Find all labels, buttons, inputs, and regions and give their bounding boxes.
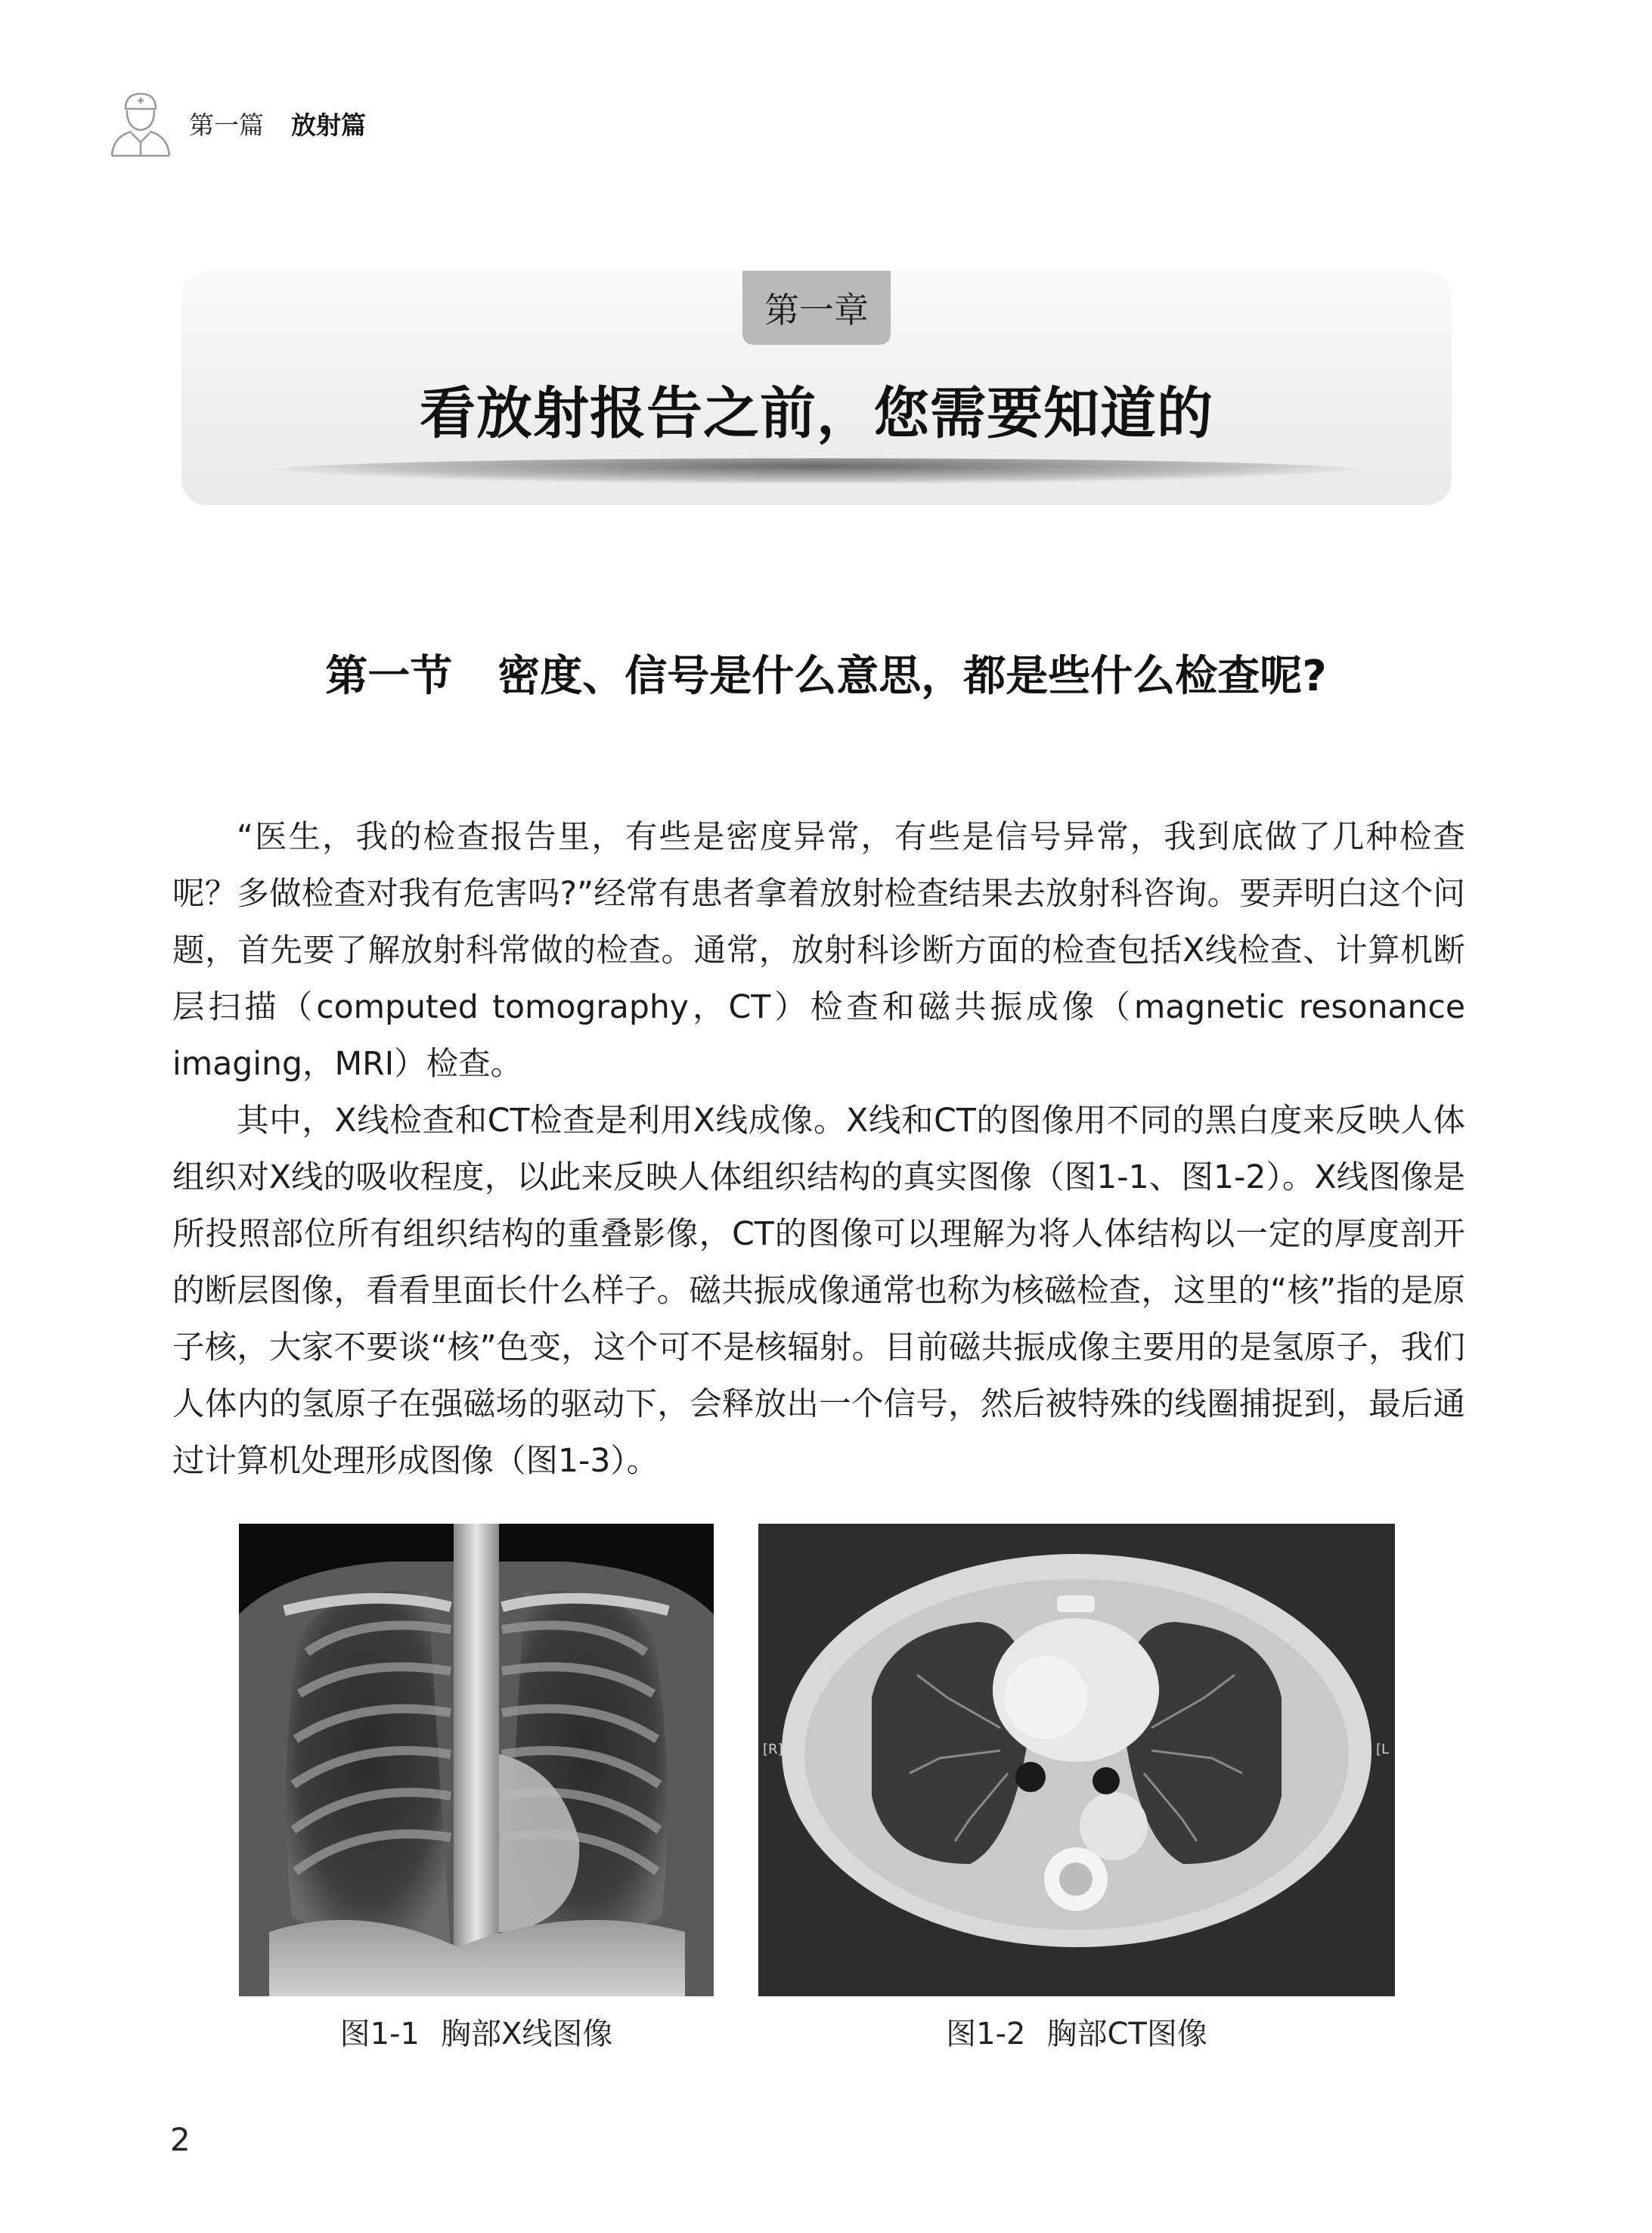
chest-ct-image bbox=[758, 1524, 1395, 1996]
figure-caption bbox=[239, 2010, 714, 2053]
figure-caption-text: 胸部X线图像 bbox=[440, 2017, 613, 2052]
chapter-title: 看放射报告之前，您需要知道的 bbox=[420, 381, 1213, 446]
figure-number: 图1-1 bbox=[339, 2017, 420, 2052]
page-number: 2 bbox=[170, 2121, 191, 2158]
chest-xray-image bbox=[239, 1524, 714, 1996]
figure-caption-text: 胸部CT图像 bbox=[1046, 2017, 1207, 2052]
figure-caption bbox=[758, 2010, 1395, 2053]
section-title: 密度、信号是什么意思，都是些什么检查呢? bbox=[497, 652, 1327, 701]
paragraph: 其中，X线检查和CT检查是利用X线成像。X线和CT的图像用不同的黑白度来反映人体组织对X线的吸收程度，以此来反映人体组织结构的真实图像（图1-1、图1-2）。X线图像是所投照部位所有组织结构的重叠影像，CT的图像可以理解为将人体结构以一定的厚度剖开的断层图像，看看里面长什么样子。磁共振成像通常也称为核磁检查，这里的“核”指的是原子核，大家不要谈“核”色变，这个可不是核辐射。目前磁共振成像主要用的是氢原子，我们人体内的氢原子在强磁场的驱动下，会释放出一个信号，然后被特殊的线圈捕捉到，最后通过计算机处理形成图像（图1-3）。 bbox=[172, 1103, 1465, 1480]
chapter-tab: 第一章 bbox=[742, 271, 891, 345]
paragraph: “医生，我的检查报告里，有些是密度异常，有些是信号异常，我到底做了几种检查呢？多做检查对我有危害吗?”经常有患者拿着放射检查结果去放射科咨询。要弄明白这个问题，首先要了解放射科常做的检查。通常，放射科诊断方面的检查包括X线检查、计算机断层扫描（computed tomography，CT）检查和磁共振成像（magnetic resonance imaging，MRI）检查。 bbox=[172, 819, 1465, 1083]
ct-marker-right: [L bbox=[1375, 1741, 1389, 1757]
ct-marker-left: [R] bbox=[763, 1741, 783, 1757]
section-heading bbox=[0, 643, 1652, 703]
figure-number: 图1-2 bbox=[946, 2017, 1026, 2052]
running-header bbox=[106, 89, 366, 157]
chapter-banner bbox=[181, 271, 1452, 505]
doctor-icon bbox=[106, 89, 175, 157]
part-title: 放射篇 bbox=[291, 110, 366, 140]
part-label: 第一篇 bbox=[189, 110, 264, 140]
section-number: 第一节 bbox=[325, 652, 453, 701]
body-text bbox=[172, 809, 1465, 1490]
chapter-shadow bbox=[265, 458, 1368, 484]
